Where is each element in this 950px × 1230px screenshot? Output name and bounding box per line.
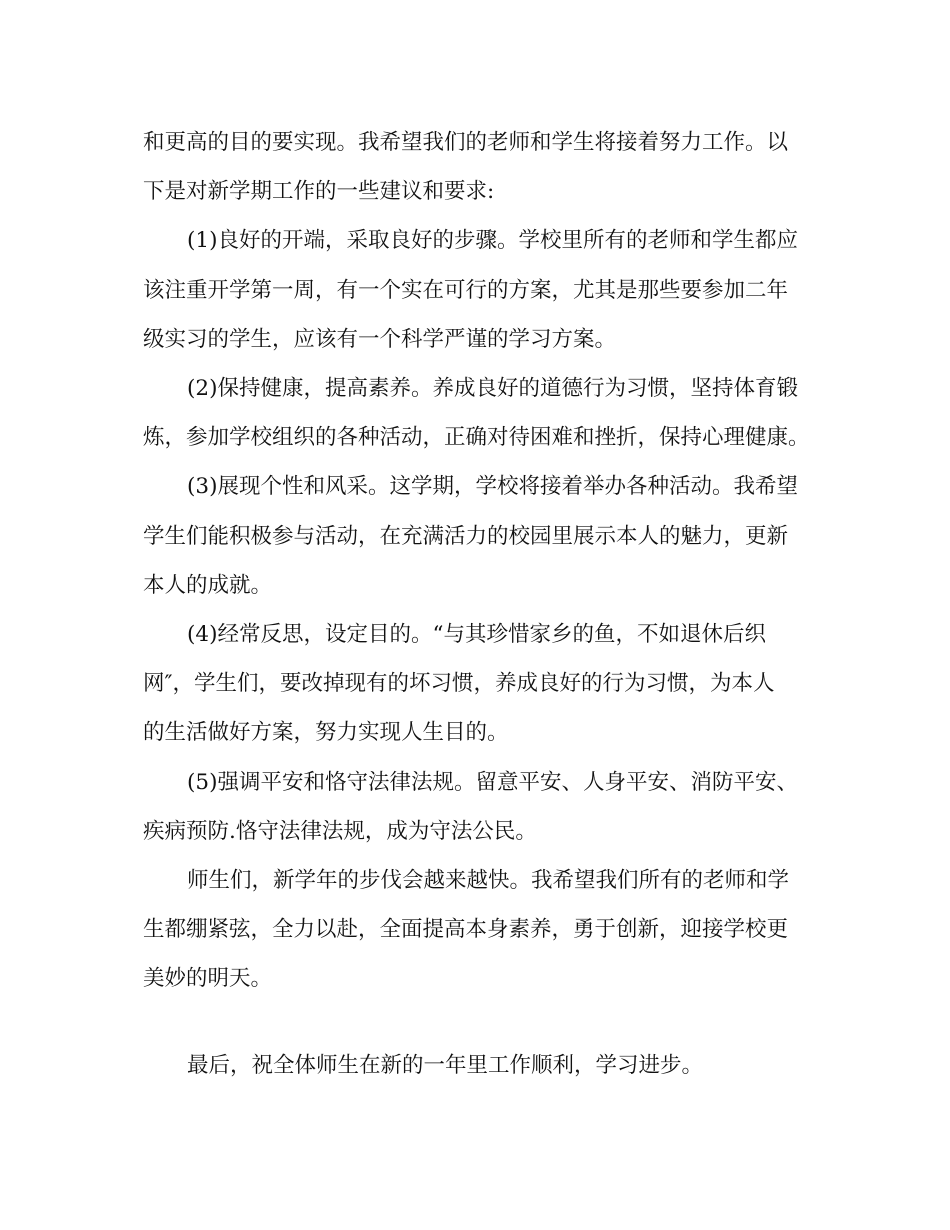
- text-line: 和更高的目的要实现。我希望我们的老师和学生将接着努力工作。以: [143, 130, 789, 155]
- text-line: (3)展现个性和风采。这学期，学校将接着举办各种活动。我希望: [187, 474, 798, 499]
- text-line: 炼，参加学校组织的各种活动，正确对待困难和挫折，保持心理健康。: [143, 425, 810, 450]
- text-line: (2)保持健康，提高素养。养成良好的道德行为习惯，坚持体育锻: [187, 376, 798, 401]
- text-line: (5)强调平安和恪守法律法规。留意平安、人身平安、消防平安、: [187, 770, 798, 795]
- text-line: (4)经常反思，设定目的。“与其珍惜家乡的鱼，不如退休后织: [187, 622, 766, 647]
- text-line: 最后，祝全体师生在新的一年里工作顺利，学习进步。: [187, 1053, 704, 1078]
- text-line: 本人的成就。: [143, 573, 273, 598]
- text-line: 的生活做好方案，努力实现人生目的。: [143, 720, 509, 745]
- text-line: (1)良好的开端，采取良好的步骤。学校里所有的老师和学生都应: [187, 228, 798, 253]
- text-line: 师生们，新学年的步伐会越来越快。我希望我们所有的老师和学: [187, 868, 790, 893]
- text-line: 美妙的明天。: [143, 966, 273, 991]
- text-line: 网″，学生们，要改掉现有的坏习惯，养成良好的行为习惯，为本人: [143, 671, 775, 696]
- text-line: 生都绷紧弦，全力以赴，全面提高本身素养，勇于创新，迎接学校更: [143, 917, 789, 942]
- text-line: 学生们能积极参与活动，在充满活力的校园里展示本人的魅力，更新: [143, 524, 789, 549]
- text-line: 下是对新学期工作的一些建议和要求:: [143, 179, 495, 204]
- text-line: 疾病预防.恪守法律法规，成为守法公民。: [143, 819, 537, 844]
- text-line: 级实习的学生，应该有一个科学严谨的学习方案。: [143, 327, 617, 352]
- text-line: 该注重开学第一周，有一个实在可行的方案，尤其是那些要参加二年: [143, 278, 789, 303]
